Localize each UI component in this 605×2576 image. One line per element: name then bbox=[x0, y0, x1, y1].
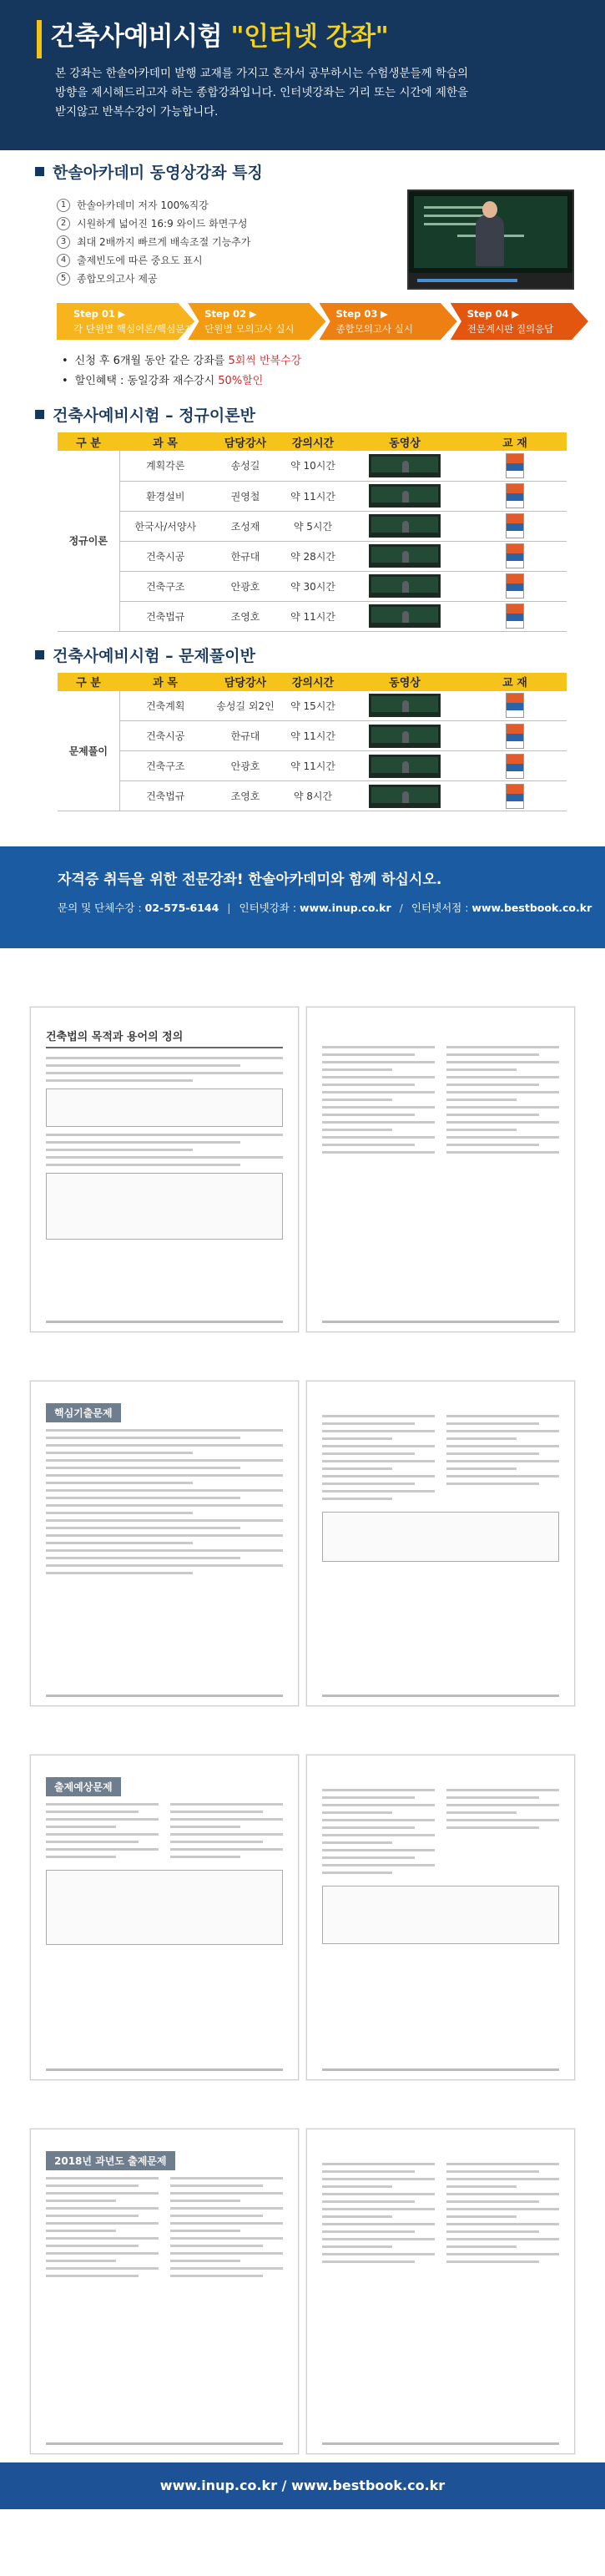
problem-course-section bbox=[23, 644, 582, 812]
features-box bbox=[57, 189, 582, 290]
text-lines bbox=[170, 2177, 283, 2282]
banner-accent-bar bbox=[37, 20, 42, 58]
problem-heading bbox=[35, 644, 582, 666]
preview-page bbox=[30, 1381, 299, 1706]
regular-course-section bbox=[23, 403, 582, 632]
step-text: 종합모의고사 실시 bbox=[335, 323, 414, 335]
book-cell bbox=[463, 751, 567, 781]
teacher-cell: 조영호 bbox=[211, 601, 280, 631]
text-lines bbox=[446, 1046, 559, 1159]
column-header: 담당강사 bbox=[211, 432, 280, 451]
video-cell[interactable] bbox=[346, 481, 463, 511]
book-cover-icon bbox=[506, 754, 524, 779]
feature-item bbox=[57, 251, 407, 270]
time-cell: 약 8시간 bbox=[280, 781, 346, 811]
two-column-text bbox=[322, 1415, 559, 1505]
table-header-row bbox=[58, 673, 567, 691]
time-cell: 약 30시간 bbox=[280, 571, 346, 601]
video-thumbnail[interactable] bbox=[369, 574, 441, 598]
features-heading bbox=[35, 160, 582, 183]
contact-label: 문의 및 단체수강 : bbox=[58, 902, 142, 914]
book-cover-icon bbox=[506, 453, 524, 478]
square-bullet-icon bbox=[35, 650, 44, 659]
book-cell bbox=[463, 451, 567, 481]
text-lines bbox=[46, 1429, 283, 1574]
table-row bbox=[58, 601, 567, 631]
column-header: 동영상 bbox=[346, 432, 463, 451]
problem-heading-text: 건축사예비시험 – 문제풀이반 bbox=[53, 646, 255, 665]
note-repeat bbox=[62, 351, 582, 371]
book-cell bbox=[463, 541, 567, 571]
book-cover-icon bbox=[506, 784, 524, 809]
column-header: 담당강사 bbox=[211, 673, 280, 691]
preview-page-tab: 2018년 과년도 출제문제 bbox=[46, 2151, 175, 2170]
store-label: 인터넷서점 : bbox=[411, 902, 469, 914]
step-label: Step 03 bbox=[335, 308, 378, 320]
table-row bbox=[58, 481, 567, 511]
video-thumbnail[interactable] bbox=[369, 514, 441, 538]
preview-page bbox=[306, 2129, 575, 2454]
video-thumbnail[interactable] bbox=[369, 454, 441, 477]
banner-description bbox=[50, 64, 570, 122]
two-column-text bbox=[322, 1789, 559, 1879]
subject-cell: 건축시공 bbox=[119, 541, 211, 571]
note-text: 할인혜택 : 동일강좌 재수강시 bbox=[74, 375, 219, 387]
column-header: 구 분 bbox=[58, 673, 119, 691]
preview-page bbox=[30, 1007, 299, 1332]
table-figure bbox=[322, 1512, 559, 1562]
video-thumbnail[interactable] bbox=[369, 755, 441, 778]
teacher-cell: 조성재 bbox=[211, 511, 280, 541]
regular-heading bbox=[35, 403, 582, 426]
column-header: 교 재 bbox=[463, 673, 567, 691]
text-lines bbox=[322, 1415, 435, 1505]
text-lines bbox=[322, 1789, 435, 1879]
table-row bbox=[58, 691, 567, 721]
teacher-cell: 조영호 bbox=[211, 781, 280, 811]
time-cell: 약 11시간 bbox=[280, 481, 346, 511]
step-text: 각 단원별 핵심이론/핵심문제 bbox=[73, 323, 194, 335]
video-cell[interactable] bbox=[346, 511, 463, 541]
note-highlight: 50%할인 bbox=[218, 375, 264, 387]
footer-url-bar[interactable]: www.inup.co.kr / www.bestbook.co.kr bbox=[0, 2462, 605, 2509]
text-lines bbox=[46, 1803, 159, 1863]
preview-spread bbox=[30, 1755, 575, 2080]
book-cell bbox=[463, 511, 567, 541]
regular-course-table bbox=[58, 432, 567, 632]
step-text: 전문계시판 질의응답 bbox=[466, 323, 554, 335]
subject-cell: 건축계획 bbox=[119, 691, 211, 721]
page-footer bbox=[46, 1321, 283, 1323]
square-bullet-icon bbox=[35, 410, 44, 419]
two-column-text bbox=[46, 1803, 283, 1863]
page-footer bbox=[46, 1695, 283, 1697]
phone-number[interactable]: 02-575-6144 bbox=[144, 902, 219, 914]
preview-page-title: 건축법의 목적과 용어의 정의 bbox=[46, 1028, 283, 1048]
feature-text: 시원하게 넓어진 16:9 와이드 화면구성 bbox=[77, 218, 248, 230]
lecture-link[interactable]: www.inup.co.kr bbox=[300, 902, 391, 914]
column-header: 강의시간 bbox=[280, 432, 346, 451]
book-cover-icon bbox=[506, 724, 524, 749]
page-footer bbox=[322, 2442, 559, 2445]
time-cell: 약 15시간 bbox=[280, 691, 346, 721]
preview-page bbox=[306, 1755, 575, 2080]
step-label: Step 01 bbox=[73, 308, 115, 320]
video-thumbnail[interactable] bbox=[369, 484, 441, 508]
preview-page-tab: 핵심기출문제 bbox=[46, 1403, 121, 1422]
video-cell[interactable] bbox=[346, 571, 463, 601]
teacher-cell: 안광호 bbox=[211, 751, 280, 781]
time-cell: 약 5시간 bbox=[280, 511, 346, 541]
video-controls-bar bbox=[409, 273, 572, 288]
banner-desc-line: 받지않고 반복수강이 가능합니다. bbox=[55, 105, 219, 119]
text-lines bbox=[46, 2177, 159, 2282]
step-item: Step 02 ▶ 단원별 모의고사 실시 bbox=[188, 303, 325, 340]
regular-heading-text: 건축사예비시험 – 정규이론반 bbox=[53, 407, 255, 425]
feature-item bbox=[57, 233, 407, 251]
column-header: 교 재 bbox=[463, 432, 567, 451]
store-link[interactable]: www.bestbook.co.kr bbox=[471, 902, 592, 914]
circled-number-icon: 4 bbox=[57, 254, 70, 267]
subject-cell: 건축구조 bbox=[119, 571, 211, 601]
note-text: 신청 후 6개월 동안 같은 강좌를 bbox=[74, 355, 229, 367]
circled-number-icon: 3 bbox=[57, 235, 70, 249]
circled-number-icon: 5 bbox=[57, 272, 70, 285]
time-cell: 약 28시간 bbox=[280, 541, 346, 571]
column-header: 동영상 bbox=[346, 673, 463, 691]
text-lines bbox=[46, 1134, 283, 1166]
group-cell: 정규이론 bbox=[58, 451, 119, 631]
feature-item bbox=[57, 215, 407, 233]
feature-text: 최대 2배까지 빠르게 배속조절 기능추가 bbox=[77, 236, 251, 248]
teacher-cell: 한규대 bbox=[211, 721, 280, 751]
step-label: Step 04 bbox=[466, 308, 509, 320]
table-row bbox=[58, 781, 567, 811]
feature-item bbox=[57, 270, 407, 288]
diagram-box bbox=[46, 1870, 283, 1945]
teacher-cell: 송성길 bbox=[211, 451, 280, 481]
features-heading-text: 한솔아카데미 동영상강좌 특징 bbox=[53, 164, 263, 182]
subject-cell: 건축시공 bbox=[119, 721, 211, 751]
banner-desc-line: 본 강좌는 한솔아카데미 발행 교재를 가지고 혼자서 공부하시는 수험생분들께 학습의 bbox=[55, 67, 469, 80]
time-cell: 약 11시간 bbox=[280, 751, 346, 781]
subject-cell: 건축법규 bbox=[119, 781, 211, 811]
subject-cell: 한국사/서양사 bbox=[119, 511, 211, 541]
time-cell: 약 11시간 bbox=[280, 601, 346, 631]
teacher-cell: 권영철 bbox=[211, 481, 280, 511]
book-cover-icon bbox=[506, 573, 524, 599]
two-column-text bbox=[322, 1046, 559, 1159]
book-cell bbox=[463, 601, 567, 631]
book-cell bbox=[463, 781, 567, 811]
column-header: 구 분 bbox=[58, 432, 119, 451]
main-section bbox=[0, 150, 605, 846]
teacher-cell: 안광호 bbox=[211, 571, 280, 601]
time-cell: 약 10시간 bbox=[280, 451, 346, 481]
figure-box bbox=[46, 1088, 283, 1127]
column-header: 강의시간 bbox=[280, 673, 346, 691]
video-thumbnail[interactable] bbox=[369, 604, 441, 628]
preview-spread bbox=[30, 2129, 575, 2454]
preview-page bbox=[306, 1007, 575, 1332]
teacher-cell: 한규대 bbox=[211, 541, 280, 571]
video-cell[interactable] bbox=[346, 721, 463, 751]
lecture-label: 인터넷강좌 : bbox=[239, 902, 297, 914]
separator: | bbox=[227, 902, 231, 914]
video-cell[interactable] bbox=[346, 751, 463, 781]
subject-cell: 건축법규 bbox=[119, 601, 211, 631]
book-cell bbox=[463, 571, 567, 601]
table-row bbox=[58, 751, 567, 781]
lecturer-image bbox=[476, 215, 504, 266]
video-thumbnail[interactable] bbox=[369, 725, 441, 748]
note-highlight: 5회씩 반복수강 bbox=[228, 355, 302, 367]
preview-spread bbox=[30, 1007, 575, 1332]
book-cover-icon bbox=[506, 693, 524, 718]
note-discount bbox=[62, 371, 582, 391]
diagram-box bbox=[46, 1173, 283, 1240]
column-header: 과 목 bbox=[119, 432, 211, 451]
step-item: Step 03 ▶ 종합모의고사 실시 bbox=[320, 303, 457, 340]
circled-number-icon: 2 bbox=[57, 217, 70, 230]
problem-course-table bbox=[58, 673, 567, 812]
preview-page bbox=[306, 1381, 575, 1706]
feature-text: 출제빈도에 따른 중요도 표시 bbox=[77, 255, 203, 266]
table-row bbox=[58, 721, 567, 751]
text-lines bbox=[322, 2163, 435, 2268]
video-cell[interactable] bbox=[346, 541, 463, 571]
video-cell[interactable] bbox=[346, 691, 463, 721]
promo-strip bbox=[0, 846, 605, 948]
book-cover-icon bbox=[506, 604, 524, 629]
book-cover-icon bbox=[506, 513, 524, 538]
banner-title bbox=[50, 15, 570, 53]
banner-title-highlight: "인터넷 강좌" bbox=[230, 22, 389, 52]
text-lines bbox=[170, 1803, 283, 1863]
feature-item bbox=[57, 196, 407, 215]
subject-cell: 환경설비 bbox=[119, 481, 211, 511]
table-row bbox=[58, 451, 567, 481]
video-cell[interactable] bbox=[346, 451, 463, 481]
two-column-text bbox=[322, 2163, 559, 2268]
video-thumbnail[interactable] bbox=[369, 694, 441, 717]
column-header: 과 목 bbox=[119, 673, 211, 691]
video-thumbnail[interactable] bbox=[369, 544, 441, 568]
page-footer bbox=[322, 1695, 559, 1697]
video-cell[interactable] bbox=[346, 781, 463, 811]
feature-text: 종합모의고사 제공 bbox=[77, 273, 158, 285]
text-lines bbox=[46, 1057, 283, 1082]
preview-page-tab: 출제예상문제 bbox=[46, 1777, 121, 1796]
preview-page bbox=[30, 2129, 299, 2454]
banner-desc-line: 방향을 제시해드리고자 하는 종합강좌입니다. 인터넷강좌는 거리 또는 시간에 제한을 bbox=[55, 86, 469, 99]
step-text: 단원별 모의고사 실시 bbox=[204, 323, 295, 335]
video-thumbnail[interactable] bbox=[369, 785, 441, 808]
table-row bbox=[58, 511, 567, 541]
table-row bbox=[58, 541, 567, 571]
study-steps bbox=[57, 303, 582, 340]
page-footer bbox=[322, 2068, 559, 2071]
teacher-cell: 송성길 외2인 bbox=[211, 691, 280, 721]
subject-cell: 계획각론 bbox=[119, 451, 211, 481]
banner-title-prefix: 건축사예비시험 bbox=[50, 22, 223, 52]
square-bullet-icon bbox=[35, 167, 44, 176]
book-cell bbox=[463, 691, 567, 721]
text-lines bbox=[446, 2163, 559, 2268]
text-lines bbox=[446, 1415, 559, 1505]
book-cover-icon bbox=[506, 543, 524, 568]
two-column-text bbox=[46, 2177, 283, 2282]
promo-contact bbox=[58, 900, 605, 915]
book-cover-icon bbox=[506, 483, 524, 508]
group-cell: 문제풀이 bbox=[58, 691, 119, 811]
promo-title: 자격증 취득을 위한 전문강좌! 한솔아카데미와 함께 하십시오. bbox=[58, 871, 442, 888]
table-header-row bbox=[58, 432, 567, 451]
video-cell[interactable] bbox=[346, 601, 463, 631]
page-footer bbox=[46, 2068, 283, 2071]
lecture-video-screenshot bbox=[407, 189, 574, 290]
chart-figure bbox=[322, 1886, 559, 1944]
features-list bbox=[57, 189, 407, 290]
book-cell bbox=[463, 481, 567, 511]
circled-number-icon: 1 bbox=[57, 199, 70, 212]
header-banner bbox=[0, 0, 605, 150]
book-cell bbox=[463, 721, 567, 751]
page-footer bbox=[322, 1321, 559, 1323]
step-item: Step 04 ▶ 전문계시판 질의응답 bbox=[451, 303, 588, 340]
subject-cell: 건축구조 bbox=[119, 751, 211, 781]
book-previews bbox=[0, 948, 605, 2509]
preview-spread bbox=[30, 1381, 575, 1706]
step-item: Step 01 ▶ 각 단원별 핵심이론/핵심문제 bbox=[57, 303, 194, 340]
table-row bbox=[58, 571, 567, 601]
text-lines bbox=[446, 1789, 559, 1879]
enrollment-notes bbox=[62, 351, 582, 391]
separator: / bbox=[399, 902, 403, 914]
time-cell: 약 11시간 bbox=[280, 721, 346, 751]
step-label: Step 02 bbox=[204, 308, 247, 320]
page-footer bbox=[46, 2442, 283, 2445]
feature-text: 한솔아카데미 저자 100%직강 bbox=[77, 200, 209, 211]
text-lines bbox=[322, 1046, 435, 1159]
preview-page bbox=[30, 1755, 299, 2080]
